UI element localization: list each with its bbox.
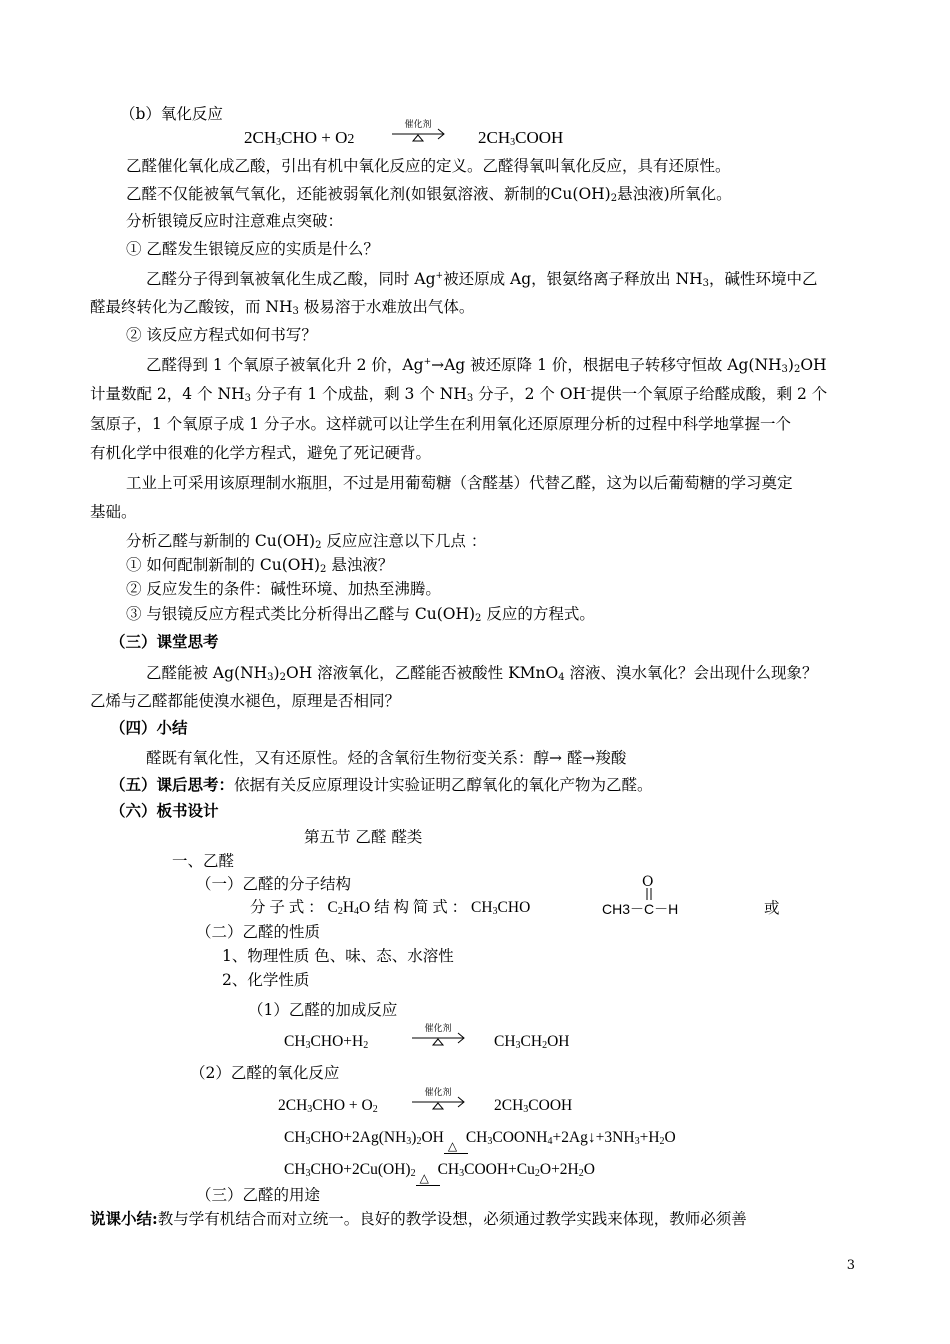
think-line-2: 乙烯与乙醛都能使溴水褪色，原理是否相同？ (90, 692, 401, 710)
answer-1-line-2: 醛最终转化为乙酸铵，而 $NH_3$ 极易溶于水难放出气体。 (90, 298, 475, 317)
catalyst-label: 催化剂 (424, 1024, 452, 1034)
section-heading-3: （三）课堂思考 (110, 632, 219, 651)
board-uses: （三）乙醛的用途 (196, 1186, 321, 1204)
oxidation-heading: （b）氧化反应 (120, 105, 223, 123)
answer-1-line-1: 乙醛分子得到氧被氧化生成乙酸，同时 Ag+被还原成 Ag，银氨络离子释放出 $NH_3$，碱性环境中乙 (146, 270, 818, 289)
copper-point-2: ② 反应发生的条件：碱性环境、加热至沸腾。 (126, 580, 441, 598)
industry-line-1: 工业上可采用该原理制水瓶胆，不过是用葡萄糖（含醛基）代替乙醛，这为以后葡萄糖的学习奠定 (126, 474, 793, 492)
copper-hydroxide-equation: $CH_3CHO+2Cu(OH)_2$ △ $CH_3COOH+Cu_2O+2H_2O$ (284, 1159, 595, 1181)
catalyst-label: 催化剂 (404, 120, 432, 130)
oxidation-eq1-products: $2CH_3COOH$ (494, 1097, 573, 1115)
copper-point-1: ① 如何配制新制的 $Cu(OH)_2$ 悬浊液？ (126, 556, 394, 575)
section-heading-6: （六）板书设计 (110, 801, 219, 820)
board-formula-line: 分 子 式 ： $C_2H_4O$ 结 构 简 式 ： $CH_3CHO$ (250, 899, 531, 917)
industry-line-2: 基础。 (90, 503, 137, 521)
question-2: ② 该反应方程式如何书写？ (126, 326, 317, 344)
answer-2-line-2: 计量数配 2，4 个 $NH_3$ 分子有 1 个成盐，剩 3 个 $NH_3$ 分子，2 个 OH–提供一个氧原子给醛成酸，剩 2 个 (90, 385, 828, 404)
addition-products: $CH_3CH_2OH$ (494, 1033, 570, 1051)
copper-point-3: ③ 与银镜反应方程式类比分析得出乙醛与 $Cu(OH)_2$ 反应的方程式。 (126, 605, 595, 624)
paragraph-silver-mirror-intro: 分析银镜反应时注意难点突破： (126, 212, 344, 230)
think-line-1: 乙醛能被 $Ag(NH_3)_2OH$ 溶液氧化，乙醛能否被酸性 KMnO$_4$ 溶液、溴水氧化？会出现什么现象？ (146, 664, 818, 683)
conclusion: 说课小结:教与学有机结合而对立统一。良好的教学设想，必须通过教学实践来体现，教师必须善 (90, 1209, 747, 1228)
equation-oxygen-reactants: $2CH_3CHO + O2$ (244, 128, 355, 148)
question-1: ① 乙醛发生银镜反应的实质是什么？ (126, 240, 379, 258)
board-properties: （二）乙醛的性质 (196, 923, 321, 941)
section-heading-4: （四）小结 (110, 718, 188, 737)
catalyst-label: 催化剂 (424, 1088, 452, 1098)
answer-2-line-1: 乙醛得到 1 个氧原子被氧化升 2 价，Ag+→Ag 被还原降 1 价，根据电子转移守恒故 $Ag(NH_3)_2OH$ (146, 356, 827, 375)
board-or: 或 (764, 899, 780, 917)
silver-mirror-equation: $CH_3CHO+2Ag(NH_3)_2OH$ △ $CH_3COONH_4+2Ag↓+3NH_3+H_2O$ (284, 1127, 676, 1149)
oxidation-catalyst-arrow (408, 1088, 468, 1114)
page-number: 3 (846, 1258, 855, 1273)
section-heading-5: （五）课后思考：依据有关反应原理设计实验证明乙醇氧化的氧化产物为乙醛。 (110, 775, 653, 794)
structure-formula: CH3－C－H (602, 901, 679, 917)
heat-icon: △ (419, 1171, 429, 1185)
paragraph-oxidation-definition: 乙醛催化氧化成乙酸，引出有机中氧化反应的定义。乙醛得氧叫氧化反应，具有还原性。 (126, 157, 731, 175)
board-physical: 1、物理性质 色、味、态、水溶性 (222, 947, 454, 965)
board-molecular-structure: （一）乙醛的分子结构 (196, 875, 352, 893)
board-oxidation-title: （2）乙醛的氧化反应 (190, 1064, 340, 1082)
oxidation-eq1-reactants: $2CH_3CHO + O_2$ (278, 1097, 378, 1115)
arrow-icon (388, 124, 448, 146)
catalyst-arrow (388, 120, 448, 146)
board-addition-title: （1）乙醛的加成反应 (248, 1001, 398, 1019)
board-title: 第五节 乙醛 醛类 (304, 828, 423, 846)
answer-2-line-3: 氢原子，1 个氧原子成 1 分子水。这样就可以让学生在利用氧化还原原理分析的过程中科学地掌握一个 (90, 415, 792, 433)
arrow-icon (408, 1092, 468, 1114)
heat-icon: △ (447, 1139, 458, 1153)
copper-intro: 分析乙醛与新制的 $Cu(OH)_2$ 反应应注意以下几点 ： (126, 532, 487, 551)
arrow-icon (408, 1028, 468, 1050)
answer-2-line-4: 有机化学中很难的化学方程式，避免了死记硬背。 (90, 444, 432, 462)
paragraph-weak-oxidants: 乙醛不仅能被氧气氧化，还能被弱氧化剂(如银氨溶液、新制的$Cu(OH)_2$悬浊液)所氧化。 (126, 185, 732, 204)
board-section-1: 一、乙醛 (172, 852, 235, 870)
addition-reactants: $CH_3CHO+H_2$ (284, 1033, 369, 1051)
board-chemical: 2、化学性质 (222, 971, 310, 989)
structure-oxygen: O (642, 874, 654, 890)
summary-text: 醛既有氧化性，又有还原性。烃的含氧衍生物衍变关系：醇→ 醛→羧酸 (146, 749, 627, 767)
addition-catalyst-arrow (408, 1024, 468, 1050)
equation-oxygen-products: $2CH_3COOH$ (478, 128, 564, 148)
